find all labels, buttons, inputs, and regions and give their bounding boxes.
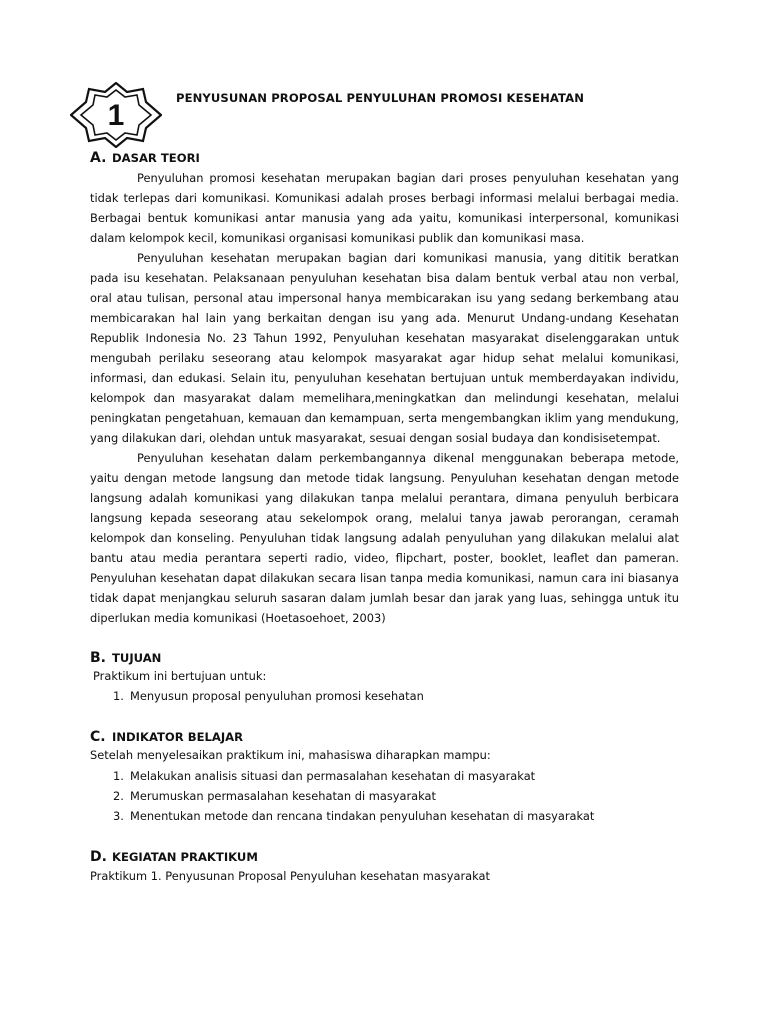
section-d-intro: Praktikum 1. Penyusunan Proposal Penyuluhan kesehatan masyarakat bbox=[90, 869, 490, 883]
section-c-heading bbox=[90, 729, 243, 745]
list-text: Melakukan analisis situasi dan permasalahan kesehatan di masyarakat bbox=[130, 769, 536, 783]
list-number: 1. bbox=[113, 689, 124, 703]
chapter-badge bbox=[70, 82, 162, 148]
list-text: Menentukan metode dan rencana tindakan penyuluhan kesehatan di masyarakat bbox=[130, 809, 595, 823]
paragraph: Penyuluhan kesehatan merupakan bagian dari komunikasi manusia, yang dititik beratkan pada isu kesehatan. Pelaksanaan penyuluhan kesehatan bisa dalam bentuk verbal atau non verbal, oral atau tulisan, personal atau impersonal hanya membicarakan isu yang sedang berkembang atau membicarakan hal lain yang berkaitan dengan isu yang ada. Menurut Undang-undang Kesehatan Republik Indonesia No. 23 Tahun 1992, Penyuluhan kesehatan masyarakat diselenggarakan untuk mengubah perilaku seseorang atau kelompok masyarakat agar hidup sehat melalui komunikasi, informasi, dan edukasi. Selain itu, penyuluhan kesehatan bertujuan untuk memberdayakan individu, kelompok dan masyarakat dalam memelihara,meningkatkan dan melindungi kesehatan, melalui peningkatan pengetahuan, kemauan dan kemampuan, serta mengembangkan iklim yang mendukung, yang dilakukan dari, olehdan untuk masyarakat, sesuai dengan sosial budaya dan kondisisetempat. bbox=[90, 251, 679, 445]
list-item bbox=[113, 809, 594, 823]
section-c-intro: Setelah menyelesaikan praktikum ini, mahasiswa diharapkan mampu: bbox=[90, 748, 491, 762]
list-text: Menyusun proposal penyuluhan promosi kesehatan bbox=[130, 689, 424, 703]
section-d-heading bbox=[90, 849, 258, 865]
list-number: 1. bbox=[113, 769, 124, 783]
section-d-letter: D. bbox=[90, 849, 107, 865]
section-b-title: TUJUAN bbox=[112, 651, 162, 665]
section-d-title: KEGIATAN PRAKTIKUM bbox=[112, 850, 258, 864]
section-b-letter: B. bbox=[90, 650, 106, 666]
list-text: Merumuskan permasalahan kesehatan di masyarakat bbox=[130, 789, 436, 803]
section-c-title: INDIKATOR BELAJAR bbox=[112, 730, 244, 744]
document-title: PENYUSUNAN PROPOSAL PENYULUHAN PROMOSI KESEHATAN bbox=[176, 91, 585, 105]
paragraph: Penyuluhan kesehatan dalam perkembangannya dikenal menggunakan beberapa metode, yaitu dengan metode langsung dan metode tidak langsung. Penyuluhan kesehatan dengan metode langsung adalah komunikasi yang dilakukan tanpa melalui perantara, dimana penyuluh berbicara langsung kepada seseorang atau sekelompok orang, melalui tanya jawab perorangan, ceramah kelompok dan konseling. Penyuluhan tidak langsung adalah penyuluhan yang dilakukan melalui alat bantu atau media perantara seperti radio, video, flipchart, poster, booklet, leaflet dan pameran. Penyuluhan kesehatan dapat dilakukan secara lisan tanpa media komunikasi, namun cara ini biasanya tidak dapat menjangkau seluruh sasaran dalam jumlah besar dan jarak yang luas, sehingga untuk itu diperlukan media komunikasi (Hoetasoehoet, 2003) bbox=[90, 451, 679, 625]
section-b-heading bbox=[90, 650, 161, 666]
badge-number: 1 bbox=[107, 99, 125, 132]
list-number: 3. bbox=[113, 809, 124, 823]
section-c-letter: C. bbox=[90, 729, 106, 745]
star-badge-icon bbox=[70, 82, 162, 148]
list-number: 2. bbox=[113, 789, 124, 803]
section-a-heading bbox=[90, 150, 200, 166]
section-a-title: DASAR TEORI bbox=[112, 151, 200, 165]
paragraph: Penyuluhan promosi kesehatan merupakan bagian dari proses penyuluhan kesehatan yang tidak terlepas dari komunikasi. Komunikasi adalah proses berbagi informasi melalui berbagai media. Berbagai bentuk komunikasi antar manusia yang ada yaitu, komunikasi interpersonal, komunikasi dalam kelompok kecil, komunikasi organisasi komunikasi publik dan komunikasi masa. bbox=[90, 171, 679, 245]
section-a-letter: A. bbox=[90, 150, 107, 166]
list-item bbox=[113, 789, 436, 803]
list-item bbox=[113, 689, 424, 703]
section-b-intro: Praktikum ini bertujuan untuk: bbox=[93, 669, 267, 683]
list-item bbox=[113, 769, 535, 783]
section-a-body bbox=[90, 168, 679, 628]
